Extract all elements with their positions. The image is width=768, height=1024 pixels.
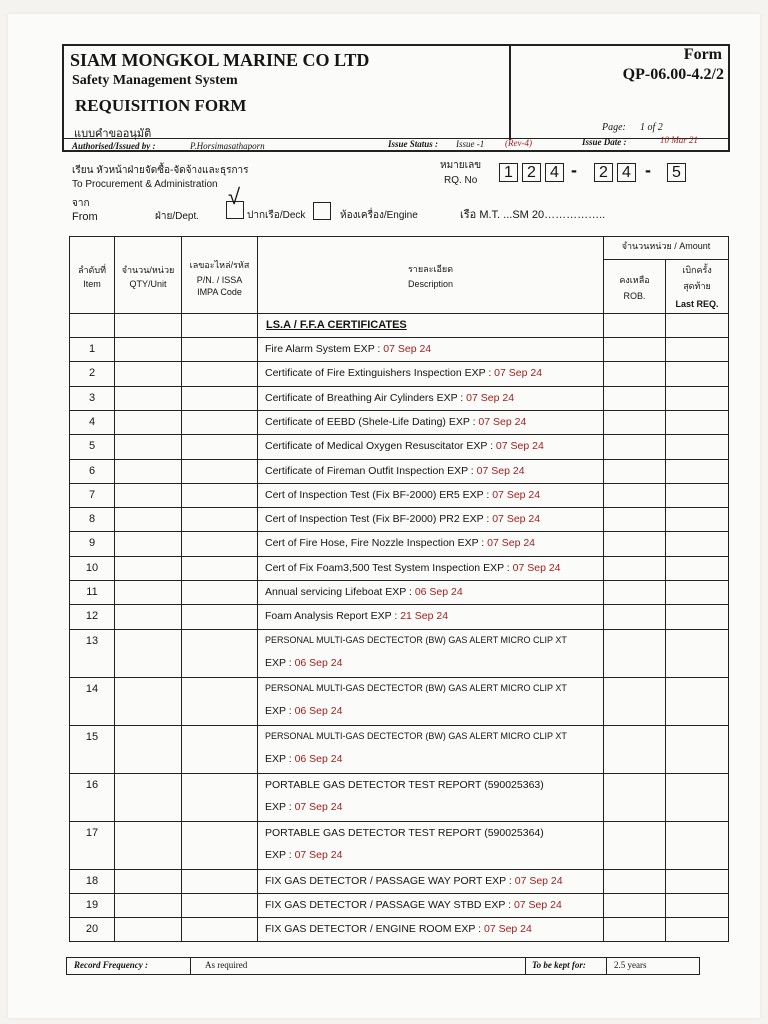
- item-number: 10: [85, 561, 99, 574]
- description-text: FIX GAS DETECTOR / PASSAGE WAY PORT EXP :: [265, 874, 515, 887]
- item-number: 12: [85, 610, 99, 623]
- item-description: [265, 779, 544, 791]
- page-label: Page:: [602, 122, 626, 133]
- item-header-thai: ลำดับที่: [77, 265, 107, 275]
- item-description: [265, 562, 561, 574]
- kept-for-label: To be kept for:: [532, 960, 586, 970]
- description-text: Certificate of EEBD (Shele-Life Dating) EXP :: [265, 415, 479, 428]
- item-description-line-2: [265, 849, 342, 861]
- dept-label: ฝ่าย/Dept.: [155, 211, 200, 222]
- description-text: EXP :: [265, 656, 295, 669]
- expiry-date: 21 Sep 24: [400, 610, 449, 623]
- header-divider: [509, 44, 511, 140]
- desc-header-thai: รายละเอียด: [407, 264, 454, 274]
- item-description: [265, 586, 463, 598]
- description-text: FIX GAS DETECTOR / ENGINE ROOM EXP :: [265, 923, 484, 936]
- expiry-date: 07 Sep 24: [492, 488, 541, 501]
- item-number: 4: [88, 415, 96, 428]
- expiry-date: 07 Sep 24: [478, 415, 527, 428]
- item-description: [265, 513, 540, 525]
- row-rule: [69, 386, 729, 387]
- description-text: EXP :: [265, 848, 295, 861]
- item-description: [265, 392, 514, 404]
- description-text: EXP :: [265, 752, 295, 765]
- expiry-date: 07 Sep 24: [466, 391, 515, 404]
- item-number: 9: [88, 537, 96, 550]
- description-text: PORTABLE GAS DETECTOR TEST REPORT (590025363): [265, 778, 544, 791]
- row-rule: [69, 361, 729, 362]
- to-thai: เรียน หัวหน้าฝ่ายจัดซื้อ-จัดจ้างและธุรการ: [72, 165, 249, 176]
- section-title: LS.A / F.F.A CERTIFICATES: [266, 319, 407, 331]
- row-rule: [69, 556, 729, 557]
- issue-date-label: Issue Date :: [582, 137, 627, 147]
- rq-label-thai: หมายเลข: [440, 160, 482, 171]
- last-header-thai-2: สุดท้าย: [683, 281, 711, 291]
- rq-digit: 2: [594, 163, 613, 182]
- description-text: Certificate of Medical Oxygen Resuscitator EXP :: [265, 440, 496, 453]
- amount-header: จำนวนหน่วย / Amount: [621, 241, 711, 251]
- item-number: 13: [85, 634, 99, 647]
- kept-for-value: 2.5 years: [614, 960, 647, 970]
- footer-rule: [606, 957, 607, 975]
- row-rule: [69, 434, 729, 435]
- item-description: [265, 367, 542, 379]
- company-name: SIAM MONGKOL MARINE CO LTD: [70, 50, 370, 70]
- item-description: [265, 537, 535, 549]
- check-mark-icon: √: [228, 184, 241, 209]
- item-number: 1: [88, 343, 96, 355]
- expiry-date: 07 Sep 24: [512, 561, 561, 574]
- engine-label: ห้องเครื่อง/Engine: [340, 210, 418, 221]
- rq-label: RQ. No: [444, 175, 478, 186]
- item-description: [265, 610, 448, 622]
- row-rule: [69, 337, 729, 338]
- item-number: 5: [88, 440, 96, 453]
- expiry-date: 06 Sep 24: [294, 752, 343, 765]
- row-rule: [69, 604, 729, 605]
- item-description: [265, 875, 563, 887]
- rq-digit: 5: [667, 163, 686, 182]
- to-english: To Procurement & Administration: [72, 179, 218, 190]
- expiry-date: 07 Sep 24: [383, 343, 432, 355]
- form-title: REQUISITION FORM: [75, 96, 247, 115]
- item-number: 20: [85, 923, 99, 936]
- expiry-date: 06 Sep 24: [294, 656, 343, 669]
- description-text: Annual servicing Lifeboat EXP :: [265, 586, 415, 598]
- description-text: Certificate of Fireman Outfit Inspection EXP :: [265, 464, 477, 477]
- row-rule: [69, 410, 729, 411]
- item-description: [265, 923, 532, 935]
- rq-digit: 2: [522, 163, 541, 182]
- item-number: 11: [86, 586, 98, 598]
- deck-label: ปากเรือ/Deck: [247, 210, 306, 221]
- expiry-date: 06 Sep 24: [414, 586, 463, 598]
- footer-rule: [190, 957, 191, 975]
- item-description-line-2: [265, 753, 342, 765]
- item-description: [265, 731, 567, 741]
- desc-header: Description: [407, 279, 454, 289]
- form-code: QP-06.00-4.2/2: [622, 66, 724, 83]
- item-description-line-2: [265, 705, 342, 717]
- description-text: Cert of Inspection Test (Fix BF-2000) ER5 EXP :: [265, 488, 493, 501]
- form-label: Form: [683, 46, 722, 63]
- row-rule: [69, 821, 729, 822]
- last-header-thai: เบิกครั้ง: [682, 265, 712, 275]
- item-number: 6: [88, 464, 96, 477]
- vessel-name: เรือ M.T. ...SM 20……………..: [460, 209, 606, 221]
- management-system: Safety Management System: [72, 73, 238, 88]
- pn-header-thai: เลขอะไหล่/รหัส: [189, 260, 250, 270]
- issue-date-value: 10 Mar 21: [660, 135, 698, 145]
- item-description: [265, 683, 567, 693]
- description-text: Fire Alarm System EXP :: [265, 343, 384, 355]
- footer-frame: [66, 957, 700, 975]
- expiry-date: 07 Sep 24: [494, 367, 543, 380]
- item-number: 19: [85, 898, 99, 911]
- description-text: PERSONAL MULTI-GAS DECTECTOR (BW) GAS ALERT MICRO CLIP XT: [265, 634, 567, 645]
- last-header: Last REQ.: [675, 299, 719, 309]
- rq-digit: 1: [499, 163, 518, 182]
- row-rule: [69, 869, 729, 870]
- expiry-date: 07 Sep 24: [513, 898, 562, 911]
- row-rule: [69, 483, 729, 484]
- issue-status-value: Issue -1: [456, 139, 485, 149]
- pn-header: P/N. / ISSA: [196, 275, 243, 285]
- rq-digit: 4: [617, 163, 636, 182]
- description-text: PERSONAL MULTI-GAS DECTECTOR (BW) GAS ALERT MICRO CLIP XT: [265, 730, 567, 741]
- item-description: [265, 465, 525, 477]
- item-number: 2: [88, 367, 96, 380]
- description-text: Foam Analysis Report EXP :: [265, 610, 401, 623]
- form-title-thai: แบบคำขออนุมัติ: [74, 128, 152, 140]
- item-description-line-2: [265, 657, 342, 669]
- footer-rule: [525, 957, 526, 975]
- row-rule: [69, 459, 729, 460]
- rq-digit: 4: [545, 163, 564, 182]
- item-description: [265, 343, 431, 355]
- expiry-date: 07 Sep 24: [476, 464, 525, 477]
- description-text: FIX GAS DETECTOR / PASSAGE WAY STBD EXP :: [265, 898, 514, 911]
- item-number: 18: [85, 874, 99, 887]
- description-text: Certificate of Breathing Air Cylinders EXP :: [265, 391, 467, 404]
- rq-dash: -: [645, 160, 651, 180]
- row-rule: [69, 773, 729, 774]
- item-number: 14: [85, 682, 99, 695]
- item-number: 17: [85, 826, 99, 839]
- qty-header-thai: จำนวน/หน่วย: [121, 265, 175, 275]
- expiry-date: 07 Sep 24: [487, 537, 536, 550]
- description-text: Certificate of Fire Extinguishers Inspection EXP :: [265, 367, 495, 380]
- column-rule: [181, 236, 182, 942]
- item-header: Item: [83, 279, 101, 289]
- expiry-date: 07 Sep 24: [492, 513, 541, 526]
- description-text: PERSONAL MULTI-GAS DECTECTOR (BW) GAS ALERT MICRO CLIP XT: [265, 682, 567, 693]
- description-text: EXP :: [265, 800, 295, 813]
- from-english: From: [72, 211, 98, 223]
- row-rule: [69, 725, 729, 726]
- row-rule: [69, 917, 729, 918]
- rob-header-thai: คงเหลือ: [619, 275, 650, 285]
- column-rule: [257, 236, 258, 942]
- item-number: 15: [85, 730, 99, 743]
- item-number: 3: [88, 391, 96, 404]
- rob-header: ROB.: [623, 291, 646, 301]
- from-thai: จาก: [72, 198, 90, 209]
- column-rule: [114, 236, 115, 942]
- item-description-line-2: [265, 801, 342, 813]
- amount-rule: [603, 259, 729, 260]
- description-text: EXP :: [265, 704, 295, 717]
- revision: (Rev-4): [505, 138, 532, 148]
- record-frequency-value: As required: [205, 960, 248, 970]
- record-frequency-label: Record Frequency :: [74, 960, 148, 970]
- authorised-label: Authorised/Issued by :: [72, 141, 156, 151]
- row-rule: [69, 580, 729, 581]
- expiry-date: 07 Sep 24: [514, 874, 563, 887]
- item-description: [265, 416, 526, 428]
- page-value: 1 of 2: [640, 122, 663, 133]
- engine-checkbox[interactable]: [313, 202, 331, 220]
- row-rule: [69, 893, 729, 894]
- authorised-value: P.Horsimasathaporn: [190, 141, 265, 151]
- description-text: PORTABLE GAS DETECTOR TEST REPORT (590025364): [265, 826, 544, 839]
- rq-dash: -: [571, 160, 577, 180]
- item-description: [265, 440, 544, 452]
- column-rule: [603, 236, 604, 942]
- expiry-date: 07 Sep 24: [294, 848, 343, 861]
- expiry-date: 07 Sep 24: [483, 923, 532, 936]
- qty-header: QTY/Unit: [129, 279, 167, 289]
- item-number: 8: [88, 513, 96, 526]
- row-rule: [69, 507, 729, 508]
- description-text: Cert of Fire Hose, Fire Nozzle Inspection EXP :: [265, 537, 488, 550]
- description-text: Cert of Inspection Test (Fix BF-2000) PR2 EXP :: [265, 513, 493, 526]
- expiry-date: 07 Sep 24: [294, 800, 343, 813]
- issue-status-label: Issue Status :: [388, 139, 439, 149]
- item-number: 16: [85, 778, 99, 791]
- item-number: 7: [88, 488, 96, 501]
- row-rule: [69, 677, 729, 678]
- expiry-date: 06 Sep 24: [294, 704, 343, 717]
- row-rule: [69, 531, 729, 532]
- header-bottom-rule: [69, 313, 729, 314]
- description-text: Cert of Fix Foam3,500 Test System Inspection EXP :: [265, 561, 513, 574]
- item-description: [265, 635, 567, 645]
- expiry-date: 07 Sep 24: [495, 440, 544, 453]
- item-description: [265, 899, 562, 911]
- item-description: [265, 489, 540, 501]
- item-description: [265, 827, 544, 839]
- impa-header: IMPA Code: [197, 287, 242, 297]
- row-rule: [69, 629, 729, 630]
